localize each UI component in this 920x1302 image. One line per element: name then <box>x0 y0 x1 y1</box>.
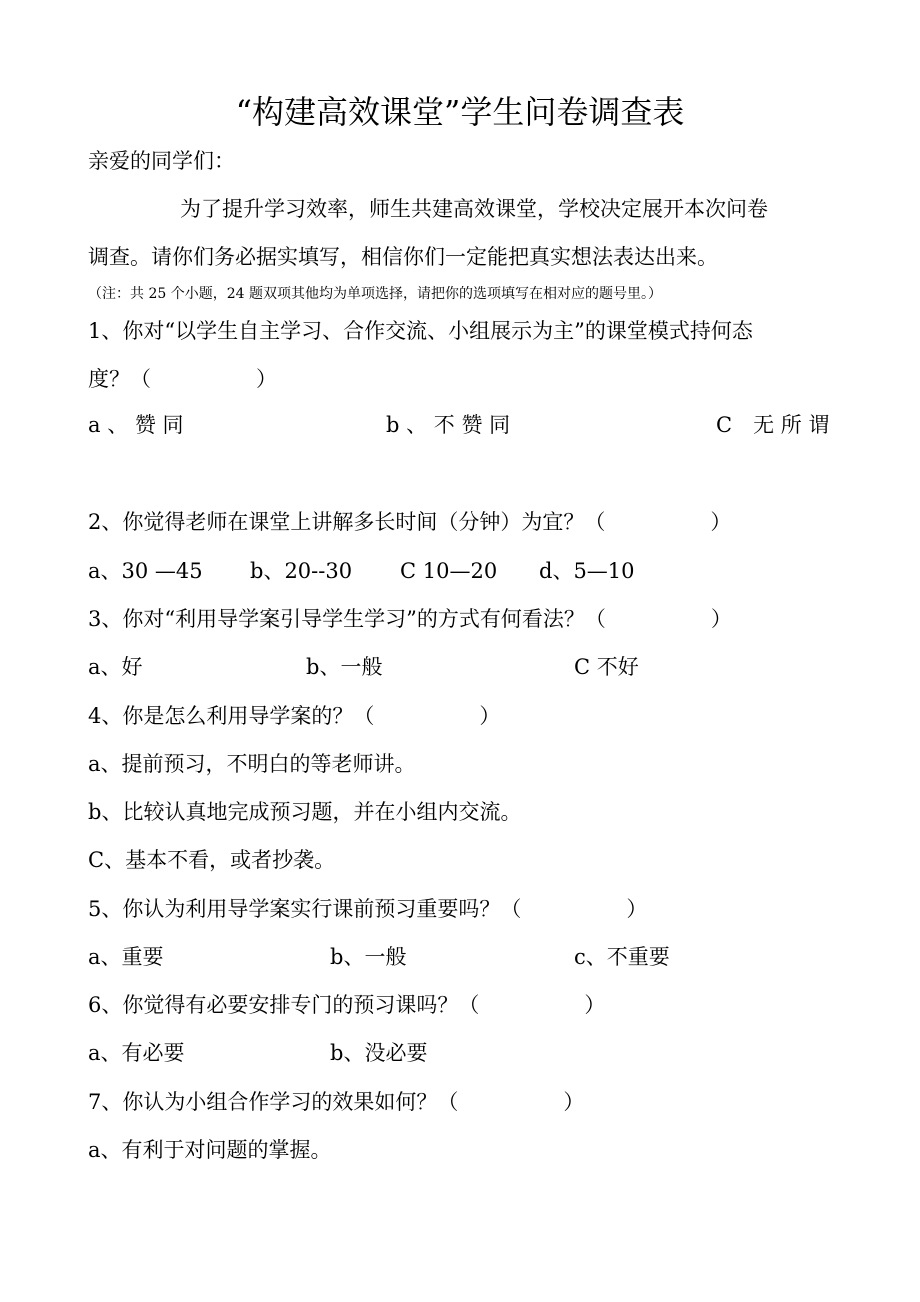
question-3-option-c: C 不好 <box>574 655 639 679</box>
question-5-option-c: c、不重要 <box>574 945 670 969</box>
question-3-text: 3、你对“利用导学案引导学生学习”的方式有何看法？（ ） <box>88 607 732 631</box>
intro-line-1: 为了提升学习效率，师生共建高效课堂，学校决定展开本次问卷 <box>180 197 768 221</box>
question-2-option-b: b、20--30 <box>250 559 353 583</box>
question-6-option-a: a、有必要 <box>88 1041 185 1065</box>
question-4-option-a: a、提前预习，不明白的等老师讲。 <box>88 752 416 776</box>
question-3-option-a: a、好 <box>88 655 143 679</box>
intro-line-2: 调查。请你们务必据实填写，相信你们一定能把真实想法表达出来。 <box>88 245 718 269</box>
question-1-option-a: a 、 赞 同 <box>88 413 184 437</box>
question-1-option-c: C 无 所 谓 <box>716 413 830 437</box>
question-5-option-a: a、重要 <box>88 945 164 969</box>
question-7-option-a: a、有利于对问题的掌握。 <box>88 1138 332 1162</box>
question-4-option-b: b、比较认真地完成预习题，并在小组内交流。 <box>88 800 522 824</box>
question-6-option-b: b、没必要 <box>330 1041 428 1065</box>
greeting: 亲爱的同学们： <box>88 149 235 173</box>
question-1-text-cont: 度？（ ） <box>88 367 277 391</box>
question-2-option-d: d、5—10 <box>539 559 635 583</box>
page-title: “构建高效课堂”学生问卷调查表 <box>235 93 685 131</box>
question-7-text: 7、你认为小组合作学习的效果如何？（ ） <box>88 1090 585 1114</box>
question-1-option-b: b 、 不 赞 同 <box>386 413 511 437</box>
question-4-text: 4、你是怎么利用导学案的？（ ） <box>88 704 501 728</box>
question-2-text: 2、你觉得老师在课堂上讲解多长时间（分钟）为宜？（ ） <box>88 510 732 534</box>
question-6-text: 6、你觉得有必要安排专门的预习课吗？（ ） <box>88 993 606 1017</box>
question-2-option-a: a、30 —45 <box>88 559 203 583</box>
question-3-option-b: b、一般 <box>306 655 383 679</box>
question-5-text: 5、你认为利用导学案实行课前预习重要吗？（ ） <box>88 897 648 921</box>
question-5-option-b: b、一般 <box>330 945 407 969</box>
question-1-text: 1、你对“以学生自主学习、合作交流、小组展示为主”的课堂模式持何态 <box>88 319 753 343</box>
question-4-option-c: C、基本不看，或者抄袭。 <box>88 848 336 872</box>
instruction-note: （注：共 25 个小题，24 题双项其他均为单项选择，请把你的选项填写在相对应的题号里。） <box>88 286 662 302</box>
question-2-option-c: C 10—20 <box>400 559 498 583</box>
